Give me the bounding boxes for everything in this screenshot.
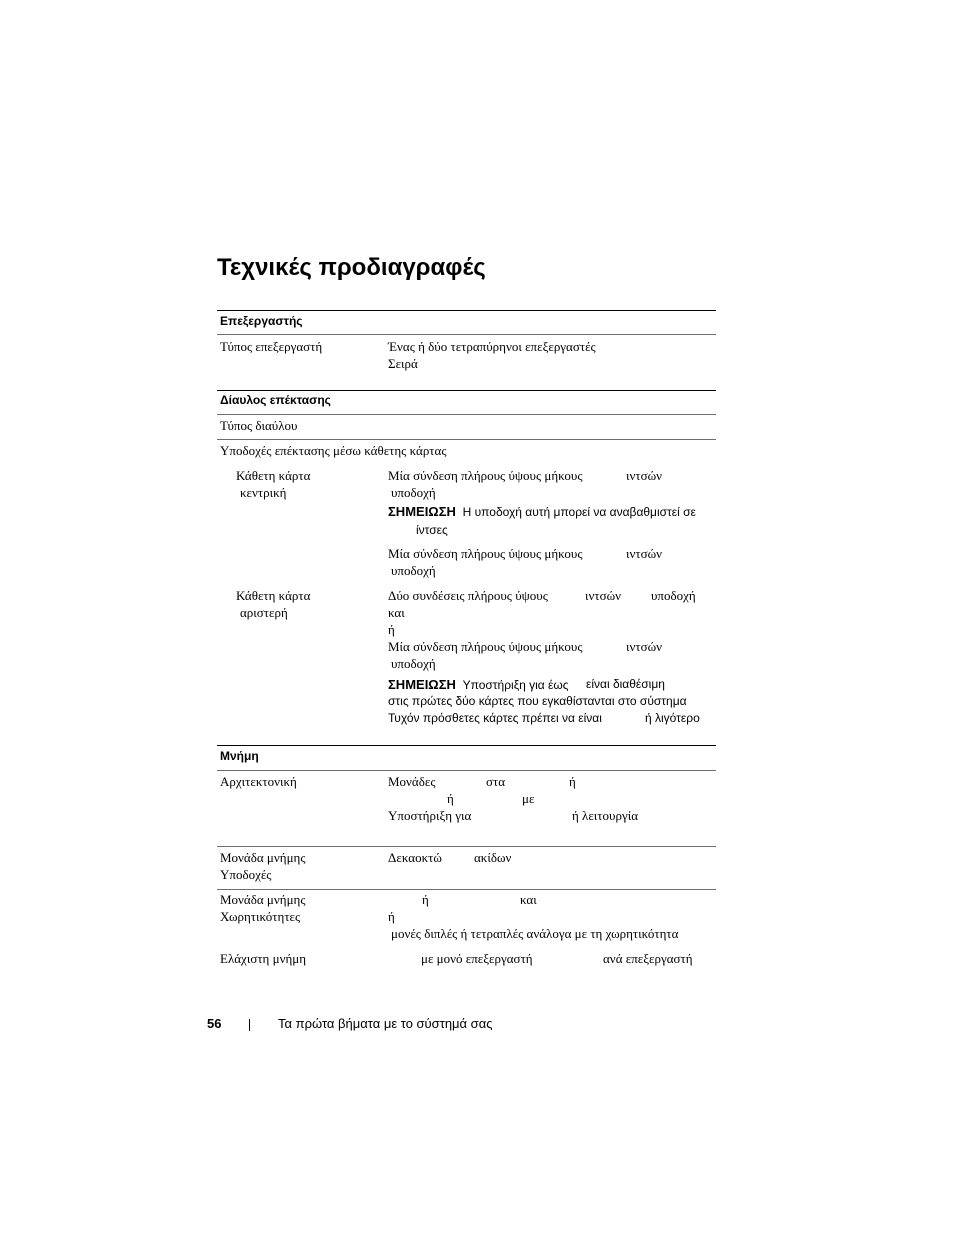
center-riser-label: Κάθετη κάρτα [236,468,311,483]
row-divider [217,770,716,771]
row-divider [217,439,716,440]
memory-architecture-text: Μονάδες [388,774,436,789]
left-note-text-2: στις πρώτες δύο κάρτες που εγκαθίστανται στο σύστημα [388,694,687,708]
left-note [388,676,569,694]
note-label: ΣΗΜΕΙΩΣΗ [388,677,456,692]
memory-sockets-label: Μονάδα μνήμης [220,850,306,865]
memory-architecture-text: ή [447,791,454,806]
memory-architecture-text: με [522,791,535,806]
left-note-text-3b: ή λιγότερο [645,711,700,725]
center-slot-1-desc: Μία σύνδεση πλήρους ύψους μήκους [388,468,583,483]
bus-type-label: Τύπος διαύλου [220,418,298,433]
center-slot-2-unit: ιντσών [626,546,663,561]
memory-architecture-text: ή λειτουργία [572,808,639,823]
memory-capacity-text: ή [422,892,429,907]
section-heading-memory: Μνήμη [220,749,259,763]
minimum-memory-label: Ελάχιστη μνήμη [220,951,307,966]
memory-capacity-label-2: Χωρητικότητες [220,909,301,924]
memory-capacity-text: ή [388,909,395,924]
processor-type-label: Τύπος επεξεργαστή [220,339,323,354]
row-divider [217,889,716,890]
memory-sockets-value: Δεκαοκτώ [388,850,442,865]
memory-architecture-text: ή [569,774,576,789]
memory-sockets-label-2: Υποδοχές [220,867,272,882]
left-note-text: Υποστήριξη για έως [462,678,569,692]
memory-architecture-text: στα [486,774,506,789]
row-divider [217,334,716,335]
center-slot-1-type: υποδοχή [391,485,436,500]
center-riser-label-2: κεντρική [240,485,287,500]
memory-capacity-text: και [520,892,537,907]
center-note [388,503,696,521]
expansion-slots-label: Υποδοχές επέκτασης μέσω κάθετης κάρτας [220,443,447,458]
minimum-memory-text-b: ανά επεξεργαστή [603,951,693,966]
left-slot-2-unit: ιντσών [626,639,663,654]
center-slot-1-unit: ιντσών [626,468,663,483]
footer-title: Τα πρώτα βήματα με το σύστημά σας [278,1016,493,1031]
memory-sockets-value-b: ακίδων [474,850,512,865]
center-slot-2-type: υποδοχή [391,563,436,578]
section-heading-processor: Επεξεργαστής [220,314,303,328]
left-note-text-3: Τυχόν πρόσθετες κάρτες πρέπει να είναι [388,711,602,725]
center-note-text-2: ίντσες [416,523,448,537]
left-slot-1-type: υποδοχή [651,588,696,603]
left-slot-2-type: υποδοχή [391,656,436,671]
page-number: 56 [207,1016,222,1031]
left-note-text-b: είναι διαθέσιμη [586,677,665,691]
section-rule [217,310,716,311]
memory-architecture-label: Αρχιτεκτονική [220,774,297,789]
left-riser-label: Κάθετη κάρτα [236,588,311,603]
left-slot-2-desc: Μία σύνδεση πλήρους ύψους μήκους [388,639,583,654]
footer-separator [249,1019,250,1031]
section-rule [217,745,716,746]
left-slot-1-desc: Δύο συνδέσεις πλήρους ύψους [388,588,548,603]
memory-capacity-text: μονές διπλές ή τετραπλές ανάλογα με τη χωρητικότητα [391,926,679,941]
row-divider [217,846,716,847]
memory-capacity-label: Μονάδα μνήμης [220,892,306,907]
minimum-memory-text: με μονό επεξεργαστή [421,951,533,966]
page-title: Τεχνικές προδιαγραφές [217,254,486,281]
processor-series-value: Σειρά [388,356,418,371]
note-label: ΣΗΜΕΙΩΣΗ [388,504,456,519]
section-heading-expansion: Δίαυλος επέκτασης [220,393,331,407]
left-slot-1-and: και [388,605,405,620]
left-slot-or: ή [388,622,395,637]
memory-architecture-text: Υποστήριξη για [388,808,472,823]
left-slot-1-unit: ιντσών [585,588,622,603]
left-riser-label-2: αριστερή [240,605,288,620]
row-divider [217,414,716,415]
section-rule [217,390,716,391]
processor-type-value: Ένας ή δύο τετραπύρηνοι επεξεργαστές [388,339,596,354]
center-note-text: Η υποδοχή αυτή μπορεί να αναβαθμιστεί σε [462,505,696,519]
center-slot-2-desc: Μία σύνδεση πλήρους ύψους μήκους [388,546,583,561]
